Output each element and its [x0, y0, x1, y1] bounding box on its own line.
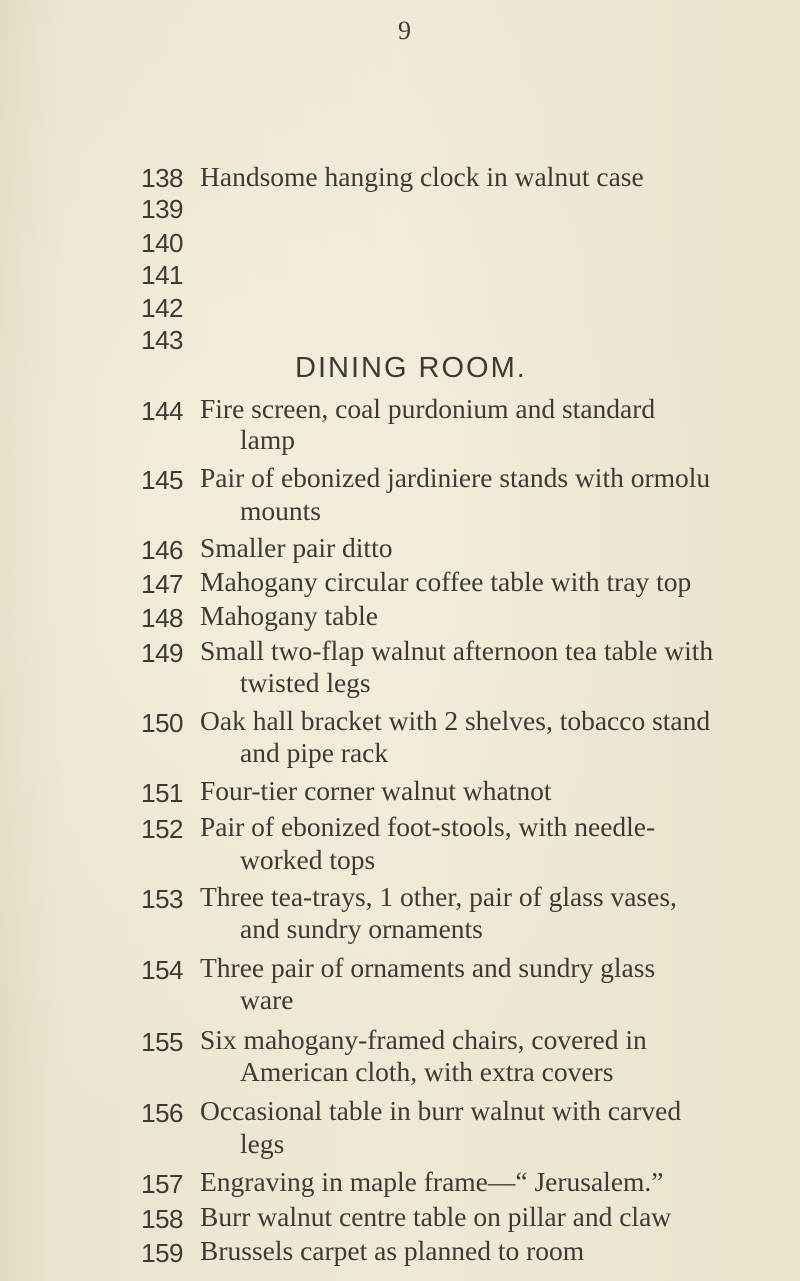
- lot-description-continued: and sundry ornaments: [240, 913, 483, 944]
- lot-number: 157: [141, 1169, 183, 1199]
- lot-number: 139: [141, 194, 183, 224]
- lot-description: Handsome hanging clock in walnut case: [200, 161, 644, 192]
- lot-number: 146: [141, 535, 183, 565]
- lot-description: Occasional table in burr walnut with carved: [200, 1095, 682, 1126]
- lot-number: 156: [141, 1098, 183, 1128]
- section-heading: DINING ROOM.: [295, 352, 527, 384]
- lot-number: 144: [141, 396, 183, 426]
- lot-description-continued: worked tops: [240, 844, 376, 875]
- lot-number: 152: [141, 814, 183, 844]
- lot-number: 143: [141, 325, 183, 355]
- lot-description: Engraving in maple frame—“ Jerusalem.”: [200, 1166, 664, 1197]
- lot-description: Fire screen, coal purdonium and standard: [200, 393, 656, 424]
- lot-description: Smaller pair ditto: [200, 532, 393, 563]
- lot-description-continued: legs: [240, 1128, 285, 1159]
- lot-number: 150: [141, 708, 183, 738]
- lot-description: Three pair of ornaments and sundry glass: [200, 952, 656, 983]
- lot-number: 151: [141, 778, 183, 808]
- lot-description: Mahogany circular coffee table with tray top: [200, 566, 692, 597]
- lot-number: 158: [141, 1204, 183, 1234]
- lot-number: 155: [141, 1027, 183, 1057]
- lot-description-continued: twisted legs: [240, 667, 371, 698]
- lot-number: 148: [141, 603, 183, 633]
- lot-number: 154: [141, 955, 183, 985]
- lot-description: Three tea-trays, 1 other, pair of glass vases,: [200, 881, 677, 912]
- lot-description: Oak hall bracket with 2 shelves, tobacco stand: [200, 705, 711, 736]
- lot-number: 159: [141, 1238, 183, 1268]
- lot-number: 153: [141, 884, 183, 914]
- lot-description: Mahogany table: [200, 600, 378, 631]
- lot-number: 138: [141, 163, 183, 193]
- lot-description-continued: and pipe rack: [240, 737, 389, 768]
- lot-description: Burr walnut centre table on pillar and claw: [200, 1201, 672, 1232]
- lot-number: 147: [141, 569, 183, 599]
- lot-description: Brussels carpet as planned to room: [200, 1235, 585, 1266]
- lot-number: 141: [141, 260, 183, 290]
- lot-number: 142: [141, 293, 183, 323]
- lot-description-continued: mounts: [240, 495, 321, 526]
- lot-description-continued: lamp: [240, 424, 295, 455]
- lot-description: Pair of ebonized jardiniere stands with ormolu: [200, 462, 711, 493]
- lot-number: 149: [141, 638, 183, 668]
- lot-description: Pair of ebonized foot-stools, with needle-: [200, 811, 656, 842]
- lot-description: Six mahogany-framed chairs, covered in: [200, 1024, 647, 1055]
- lot-number: 145: [141, 465, 183, 495]
- lot-number: 140: [141, 228, 183, 258]
- lot-description: Small two-flap walnut afternoon tea table with: [200, 635, 714, 666]
- lot-description-continued: American cloth, with extra covers: [240, 1056, 614, 1087]
- lot-description-continued: ware: [240, 984, 294, 1015]
- page-number: 9: [398, 16, 411, 45]
- lot-description: Four-tier corner walnut whatnot: [200, 775, 552, 806]
